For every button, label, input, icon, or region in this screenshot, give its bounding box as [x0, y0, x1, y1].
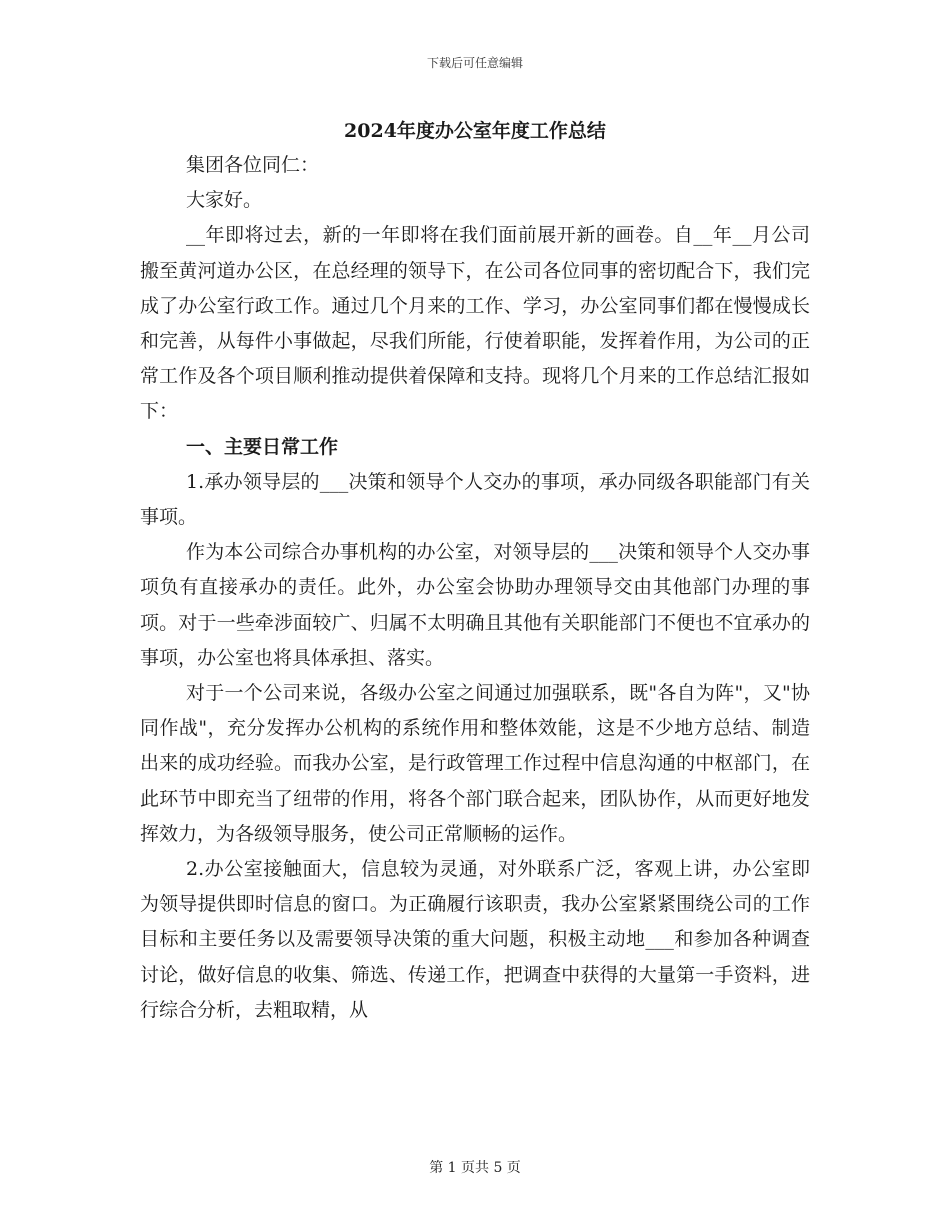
page-number: 第 1 页共 5 页	[429, 1160, 521, 1176]
section-heading: 一、主要日常工作	[186, 435, 339, 458]
header-note: 下载后可任意编辑	[426, 56, 523, 70]
intro-paragraph: __年即将过去，新的一年即将在我们面前展开新的画卷。自__年__月公司搬至黄河道办公区，在总经理的领导下，在公司各位同事的密切配合下，我们完成了办公室行政工作。通过几个月来的工作、学习，办公室同事们都在慢慢成长和完善，从每件小事做起，尽我们所能，行使着职能，发挥着作用，为公司的正常工作及各个项目顺利推动提供着保障和支持。现将几个月来的工作总结汇报如下：	[140, 224, 810, 423]
greeting: 集团各位同仁：	[186, 154, 320, 176]
salutation: 大家好。	[186, 189, 263, 212]
body-paragraph: 作为本公司综合办事机构的办公室，对领导层的___决策和领导个人交办事项负有直接承办的责任。此外，办公室会协助办理领导交由其他部门办理的事项。对于一些牵涉面较广、归属不太明确且其他有关职能部门不便也不宜承办的事项，办公室也将具体承担、落实。	[140, 541, 810, 669]
item-2-paragraph: 2.办公室接触面大，信息较为灵通，对外联系广泛，客观上讲，办公室即为领导提供即时信息的窗口。为正确履行该职责，我办公室紧紧围绕公司的工作目标和主要任务以及需要领导决策的重大问题，积极主动地___和参加各种调查讨论，做好信息的收集、筛选、传递工作，把调查中获得的大量第一手资料，进行综合分析，去粗取精，从	[140, 858, 810, 1021]
item-1-paragraph: 1.承办领导层的___决策和领导个人交办的事项，承办同级各职能部门有关事项。	[140, 470, 810, 529]
body-paragraph: 对于一个公司来说，各级办公室之间通过加强联系，既"各自为阵"，又"协同作战"，充分发挥办公机构的系统作用和整体效能，这是不少地方总结、制造出来的成功经验。而我办公室，是行政管理工作过程中信息沟通的中枢部门，在此环节中即充当了纽带的作用，将各个部门联合起来，团队协作，从而更好地发挥效力，为各级领导服务，使公司正常顺畅的运作。	[140, 682, 810, 845]
document-body	[140, 148, 810, 1028]
document-title: 2024年度办公室年度工作总结	[344, 120, 606, 142]
